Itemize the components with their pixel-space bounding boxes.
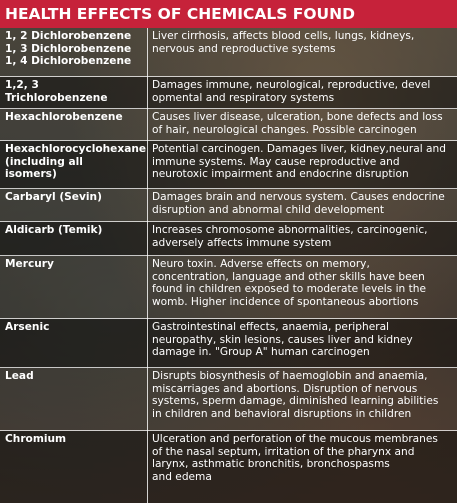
chemical-name: Carbaryl (Sevin) <box>5 191 102 203</box>
chemical-name: Hexachlorocyclohexane (including all isomers) <box>5 143 147 181</box>
chemical-name: Lead <box>5 370 34 382</box>
table-row <box>0 28 457 77</box>
health-effects: Potential carcinogen. Damages liver, kidney,neural and immune systems. May cause reproductive and neurotoxic impairment and endocrine disruption <box>152 143 446 181</box>
table-row <box>0 77 457 109</box>
column-divider <box>147 28 148 503</box>
chemical-name: Chromium <box>5 433 67 445</box>
table-row <box>0 319 457 368</box>
table-row <box>0 431 457 503</box>
health-effects: Damages brain and nervous system. Causes endocrine disruption and abnormal child development <box>152 191 445 216</box>
health-effects: Gastrointestinal effects, anaemia, peripheral neuropathy, skin lesions, causes liver and kidney damage in. "Group A" human carcinogen <box>152 321 413 359</box>
table-row <box>0 189 457 222</box>
health-effects: Neuro toxin. Adverse effects on memory, concentration, language and other skills have been found in children exposed to moderate levels in the womb. Higher incidence of spontaneous abortions <box>152 258 426 308</box>
table-row <box>0 256 457 319</box>
chemical-name: Arsenic <box>5 321 50 333</box>
health-effects: Liver cirrhosis, affects blood cells, lungs, kidneys, nervous and reproductive systems <box>152 30 415 55</box>
table-row <box>0 368 457 431</box>
table-row <box>0 222 457 256</box>
health-effects: Disrupts biosynthesis of haemoglobin and anaemia, miscarriages and abortions. Disruption of nervous systems, sperm damage, diminished learning abilities in children and behavioral disruptions in children <box>152 370 439 420</box>
chemical-name: 1,2, 3 Trichlorobenzene <box>5 79 108 104</box>
chemical-name: Hexachlorobenzene <box>5 111 123 123</box>
chemical-effects-table <box>0 28 457 503</box>
health-effects: Increases chromosome abnormalities, carcinogenic, adversely affects immune system <box>152 224 428 249</box>
chemical-name: Aldicarb (Temik) <box>5 224 103 236</box>
health-effects: Damages immune, neurological, reproductive, devel opmental and respiratory systems <box>152 79 431 104</box>
chemical-name: Mercury <box>5 258 54 270</box>
table-row <box>0 141 457 189</box>
table-row <box>0 109 457 141</box>
chemical-name: 1, 2 Dichlorobenzene 1, 3 Dichlorobenzene 1, 4 Dichlorobenzene <box>5 30 132 68</box>
health-effects: Causes liver disease, ulceration, bone defects and loss of hair, neurological changes. Possible carcinogen <box>152 111 443 136</box>
health-effects: Ulceration and perforation of the mucous membranes of the nasal septum, irritation of the pharynx and larynx, asthmatic bronchitis, bronchospasms and edema <box>152 433 438 483</box>
page-title: HEALTH EFFECTS OF CHEMICALS FOUND <box>0 0 457 28</box>
